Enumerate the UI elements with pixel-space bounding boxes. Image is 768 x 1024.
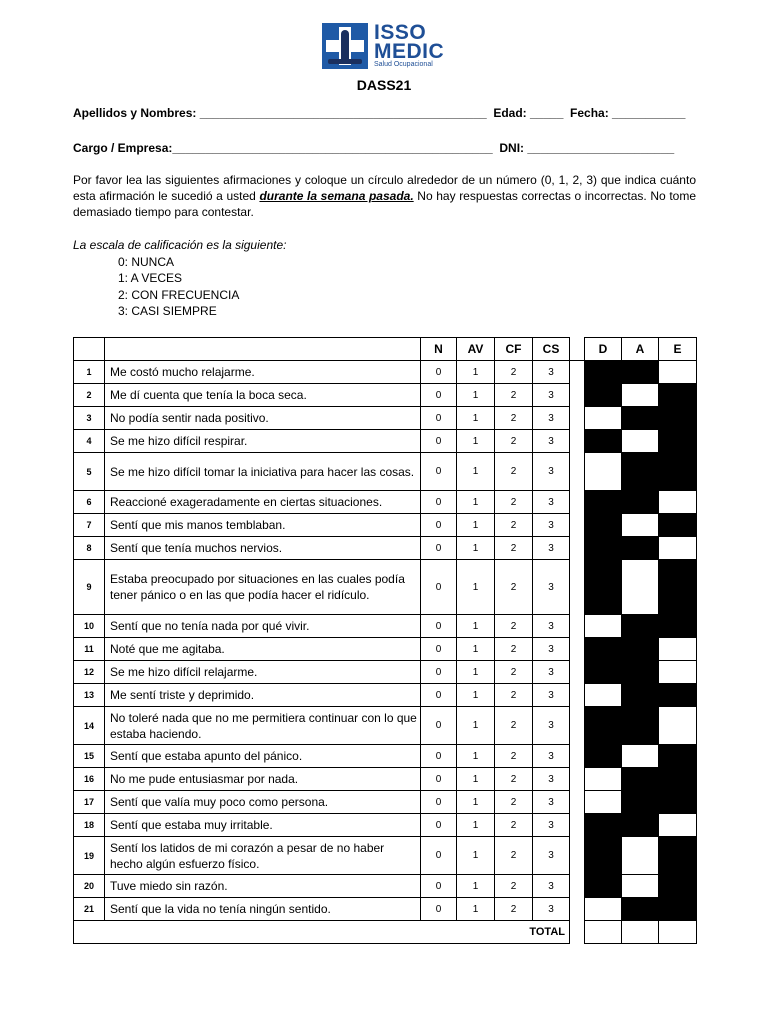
option-1[interactable]: 1 [457,768,495,791]
item-statement: No podía sentir nada positivo. [105,407,421,430]
option-1[interactable]: 1 [457,491,495,514]
instructions-emphasis: durante la semana pasada. [259,189,414,203]
item-statement: Tuve miedo sin razón. [105,875,421,898]
option-0[interactable]: 0 [421,768,457,791]
option-2[interactable]: 2 [495,491,533,514]
scale-item: 2: CON FRECUENCIA [118,288,240,302]
scale-cell-e-shaded [659,560,697,615]
scale-cell-d-open[interactable] [585,898,622,921]
header-gap [570,338,585,361]
item-statement: Me dí cuenta que tenía la boca seca. [105,384,421,407]
scale-cell-e-shaded [659,745,697,768]
table-row [74,560,697,615]
scale-item: 1: A VECES [118,271,183,285]
table-row [74,430,697,453]
column-gap [570,407,585,430]
option-0[interactable]: 0 [421,514,457,537]
item-statement: Se me hizo difícil relajarme. [105,661,421,684]
logo-tagline: Salud Ocupacional [374,61,433,68]
column-gap [570,837,585,875]
item-number: 3 [74,407,105,430]
option-1[interactable]: 1 [457,384,495,407]
item-number: 6 [74,491,105,514]
item-number: 5 [74,453,105,491]
dass21-table [73,337,697,944]
table-row [74,453,697,491]
option-0[interactable]: 0 [421,684,457,707]
option-2[interactable]: 2 [495,837,533,875]
item-number: 2 [74,384,105,407]
option-2[interactable]: 2 [495,407,533,430]
scale-cell-a-shaded [622,898,659,921]
option-0[interactable]: 0 [421,814,457,837]
item-number: 1 [74,361,105,384]
total-e-cell[interactable] [659,921,697,944]
item-number: 9 [74,560,105,615]
column-gap [570,453,585,491]
scale-cell-a-shaded [622,814,659,837]
option-0[interactable]: 0 [421,491,457,514]
scale-cell-a-shaded [622,768,659,791]
scale-cell-a-shaded [622,407,659,430]
option-2[interactable]: 2 [495,537,533,560]
option-2[interactable]: 2 [495,684,533,707]
option-0[interactable]: 0 [421,560,457,615]
header-cs: CS [533,338,570,361]
option-3[interactable]: 3 [533,638,570,661]
item-number: 19 [74,837,105,875]
item-number: 12 [74,661,105,684]
scale-cell-d-shaded [585,514,622,537]
scale-cell-d-shaded [585,875,622,898]
column-gap [570,514,585,537]
option-3[interactable]: 3 [533,430,570,453]
scale-cell-a-shaded [622,615,659,638]
option-0[interactable]: 0 [421,361,457,384]
column-gap [570,537,585,560]
option-1[interactable]: 1 [457,514,495,537]
instructions-part2: No hay respuestas correctas o incorrectas. No tome demasiado tiempo para contestar. [73,189,696,219]
option-3[interactable]: 3 [533,514,570,537]
option-1[interactable]: 1 [457,453,495,491]
column-gap [570,791,585,814]
item-statement: Sentí que tenía muchos nervios. [105,537,421,560]
option-1[interactable]: 1 [457,745,495,768]
item-statement: Me sentí triste y deprimido. [105,684,421,707]
option-3[interactable]: 3 [533,684,570,707]
scale-cell-e-shaded [659,453,697,491]
scale-cell-e-shaded [659,407,697,430]
total-a-cell[interactable] [622,921,659,944]
scale-cell-d-open[interactable] [585,407,622,430]
scale-cell-a-open[interactable] [622,384,659,407]
document-title: DASS21 [356,77,412,93]
scale-cell-d-shaded [585,560,622,615]
option-0[interactable]: 0 [421,875,457,898]
header-e: E [659,338,697,361]
option-3[interactable]: 3 [533,361,570,384]
scale-cell-e-shaded [659,837,697,875]
item-statement: Se me hizo difícil respirar. [105,430,421,453]
scale-cell-e-shaded [659,615,697,638]
table-header-row [74,338,697,361]
item-number: 17 [74,791,105,814]
option-0[interactable]: 0 [421,615,457,638]
item-statement: Me costó mucho relajarme. [105,361,421,384]
table-row [74,745,697,768]
scale-cell-e-shaded [659,384,697,407]
column-gap [570,491,585,514]
column-gap [570,638,585,661]
item-statement: Sentí que la vida no tenía ningún sentido. [105,898,421,921]
option-2[interactable]: 2 [495,430,533,453]
instructions-part1: Por favor lea las siguientes afirmaciones y coloque un círculo alrededor de un número (0, 1, 2, 3) que indica cuánto esta afirmación le sucedió a usted [73,173,696,203]
option-0[interactable]: 0 [421,707,457,745]
scale-cell-d-open[interactable] [585,615,622,638]
option-0[interactable]: 0 [421,791,457,814]
logo-cross-icon [322,23,368,69]
item-statement: Sentí los latidos de mi corazón a pesar de no haber hecho algún esfuerzo físico. [105,837,421,875]
option-3[interactable]: 3 [533,615,570,638]
table-row [74,407,697,430]
option-3[interactable]: 3 [533,384,570,407]
option-2[interactable]: 2 [495,814,533,837]
scale-cell-a-shaded [622,537,659,560]
item-number: 14 [74,707,105,745]
header-a: A [622,338,659,361]
table-row [74,898,697,921]
option-1[interactable]: 1 [457,615,495,638]
option-2[interactable]: 2 [495,661,533,684]
scale-cell-d-open[interactable] [585,453,622,491]
item-number: 16 [74,768,105,791]
scale-cell-e-shaded [659,791,697,814]
scale-cell-e-shaded [659,514,697,537]
option-0[interactable]: 0 [421,837,457,875]
scale-cell-e-open[interactable] [659,814,697,837]
column-gap [570,615,585,638]
scale-cell-a-open[interactable] [622,837,659,875]
scale-cell-e-open[interactable] [659,707,697,745]
column-gap [570,745,585,768]
option-3[interactable]: 3 [533,707,570,745]
scale-cell-d-shaded [585,537,622,560]
column-gap [570,814,585,837]
isso-medic-logo [322,23,450,71]
item-statement: Estaba preocupado por situaciones en las cuales podía tener pánico o en las que podía hacer el ridículo. [105,560,421,615]
option-1[interactable]: 1 [457,684,495,707]
logo-text-line2: MEDIC [374,40,445,63]
item-statement: Sentí que mis manos temblaban. [105,514,421,537]
table-row [74,875,697,898]
scale-cell-e-open[interactable] [659,537,697,560]
form-line-name-age-date: Apellidos y Nombres: ___________________________________________ Edad: _____ Fecha: ___________ [73,106,686,120]
column-gap [570,361,585,384]
option-1[interactable]: 1 [457,638,495,661]
scale-cell-d-open[interactable] [585,684,622,707]
option-3[interactable]: 3 [533,537,570,560]
option-1[interactable]: 1 [457,661,495,684]
scale-item: 3: CASI SIEMPRE [118,304,217,318]
scale-cell-a-shaded [622,638,659,661]
option-2[interactable]: 2 [495,638,533,661]
scale-cell-a-open[interactable] [622,430,659,453]
table-row [74,837,697,875]
option-1[interactable]: 1 [457,837,495,875]
scale-cell-d-shaded [585,384,622,407]
header-statement [105,338,421,361]
option-2[interactable]: 2 [495,453,533,491]
option-1[interactable]: 1 [457,898,495,921]
option-2[interactable]: 2 [495,745,533,768]
column-gap [570,560,585,615]
option-2[interactable]: 2 [495,768,533,791]
column-gap [570,661,585,684]
item-number: 20 [74,875,105,898]
scale-cell-e-shaded [659,684,697,707]
scale-cell-e-open[interactable] [659,361,697,384]
scale-cell-d-shaded [585,707,622,745]
option-3[interactable]: 3 [533,898,570,921]
item-number: 7 [74,514,105,537]
option-2[interactable]: 2 [495,361,533,384]
header-n: N [421,338,457,361]
option-0[interactable]: 0 [421,537,457,560]
scale-cell-d-shaded [585,814,622,837]
option-3[interactable]: 3 [533,745,570,768]
scale-cell-d-open[interactable] [585,791,622,814]
option-3[interactable]: 3 [533,661,570,684]
item-number: 8 [74,537,105,560]
item-statement: No me pude entusiasmar por nada. [105,768,421,791]
scale-cell-a-shaded [622,661,659,684]
header-cf: CF [495,338,533,361]
item-statement: Sentí que no tenía nada por qué vivir. [105,615,421,638]
option-3[interactable]: 3 [533,837,570,875]
option-1[interactable]: 1 [457,875,495,898]
scale-cell-d-shaded [585,745,622,768]
option-0[interactable]: 0 [421,661,457,684]
item-statement: Sentí que valía muy poco como persona. [105,791,421,814]
item-statement: Reaccioné exageradamente en ciertas situaciones. [105,491,421,514]
option-1[interactable]: 1 [457,707,495,745]
option-1[interactable]: 1 [457,537,495,560]
item-statement: Se me hizo difícil tomar la iniciativa para hacer las cosas. [105,453,421,491]
scale-cell-e-shaded [659,430,697,453]
scale-cell-d-shaded [585,430,622,453]
table-row [74,491,697,514]
option-3[interactable]: 3 [533,560,570,615]
scale-cell-d-shaded [585,638,622,661]
scale-cell-d-shaded [585,361,622,384]
scale-cell-d-shaded [585,491,622,514]
option-2[interactable]: 2 [495,707,533,745]
option-2[interactable]: 2 [495,615,533,638]
table-row [74,661,697,684]
scale-cell-a-open[interactable] [622,745,659,768]
option-3[interactable]: 3 [533,768,570,791]
option-3[interactable]: 3 [533,814,570,837]
item-statement: Sentí que estaba muy irritable. [105,814,421,837]
table-row [74,615,697,638]
option-3[interactable]: 3 [533,491,570,514]
item-number: 11 [74,638,105,661]
scale-cell-e-shaded [659,875,697,898]
option-1[interactable]: 1 [457,430,495,453]
scale-cell-e-open[interactable] [659,638,697,661]
scale-cell-e-shaded [659,768,697,791]
header-num [74,338,105,361]
item-number: 18 [74,814,105,837]
table-row [74,638,697,661]
total-label: TOTAL [74,921,570,944]
scale-cell-e-open[interactable] [659,661,697,684]
scale-cell-a-shaded [622,361,659,384]
item-number: 10 [74,615,105,638]
item-number: 21 [74,898,105,921]
table-row [74,537,697,560]
option-1[interactable]: 1 [457,791,495,814]
scale-cell-a-open[interactable] [622,875,659,898]
scale-cell-a-open[interactable] [622,560,659,615]
option-1[interactable]: 1 [457,814,495,837]
scale-cell-a-open[interactable] [622,514,659,537]
scale-cell-a-shaded [622,707,659,745]
option-2[interactable]: 2 [495,514,533,537]
scale-intro: La escala de calificación es la siguiente: [73,238,287,252]
option-0[interactable]: 0 [421,898,457,921]
table-row [74,768,697,791]
item-number: 15 [74,745,105,768]
option-0[interactable]: 0 [421,384,457,407]
total-row [74,921,697,944]
option-0[interactable]: 0 [421,407,457,430]
column-gap [570,684,585,707]
scale-cell-a-shaded [622,453,659,491]
option-3[interactable]: 3 [533,453,570,491]
option-0[interactable]: 0 [421,745,457,768]
option-2[interactable]: 2 [495,875,533,898]
table-row [74,791,697,814]
scale-cell-d-shaded [585,661,622,684]
column-gap [570,430,585,453]
item-number: 4 [74,430,105,453]
column-gap [570,707,585,745]
option-1[interactable]: 1 [457,407,495,430]
logo-text-line1: ISSO [374,21,427,44]
option-3[interactable]: 3 [533,407,570,430]
scale-cell-a-shaded [622,684,659,707]
total-d-cell[interactable] [585,921,622,944]
instructions-paragraph [73,172,696,220]
table-row [74,361,697,384]
scale-cell-a-shaded [622,791,659,814]
option-1[interactable]: 1 [457,361,495,384]
item-number: 13 [74,684,105,707]
column-gap [570,384,585,407]
scale-cell-d-open[interactable] [585,768,622,791]
scale-cell-e-open[interactable] [659,491,697,514]
option-0[interactable]: 0 [421,638,457,661]
column-gap [570,768,585,791]
option-1[interactable]: 1 [457,560,495,615]
option-0[interactable]: 0 [421,453,457,491]
option-2[interactable]: 2 [495,791,533,814]
scale-cell-d-shaded [585,837,622,875]
table-row [74,707,697,745]
header-av: AV [457,338,495,361]
form-line-position-dni: Cargo / Empresa:________________________________________________ DNI: ______________________ [73,141,675,155]
total-gap [570,921,585,944]
scale-item: 0: NUNCA [118,255,175,269]
option-0[interactable]: 0 [421,430,457,453]
table-row [74,384,697,407]
header-d: D [585,338,622,361]
item-statement: Noté que me agitaba. [105,638,421,661]
item-statement: No toleré nada que no me permitiera continuar con lo que estaba haciendo. [105,707,421,745]
item-statement: Sentí que estaba apunto del pánico. [105,745,421,768]
option-3[interactable]: 3 [533,875,570,898]
table-row [74,514,697,537]
scale-cell-e-shaded [659,898,697,921]
table-row [74,814,697,837]
option-3[interactable]: 3 [533,791,570,814]
table-row [74,684,697,707]
option-2[interactable]: 2 [495,560,533,615]
column-gap [570,875,585,898]
option-2[interactable]: 2 [495,898,533,921]
scale-cell-a-shaded [622,491,659,514]
column-gap [570,898,585,921]
option-2[interactable]: 2 [495,384,533,407]
